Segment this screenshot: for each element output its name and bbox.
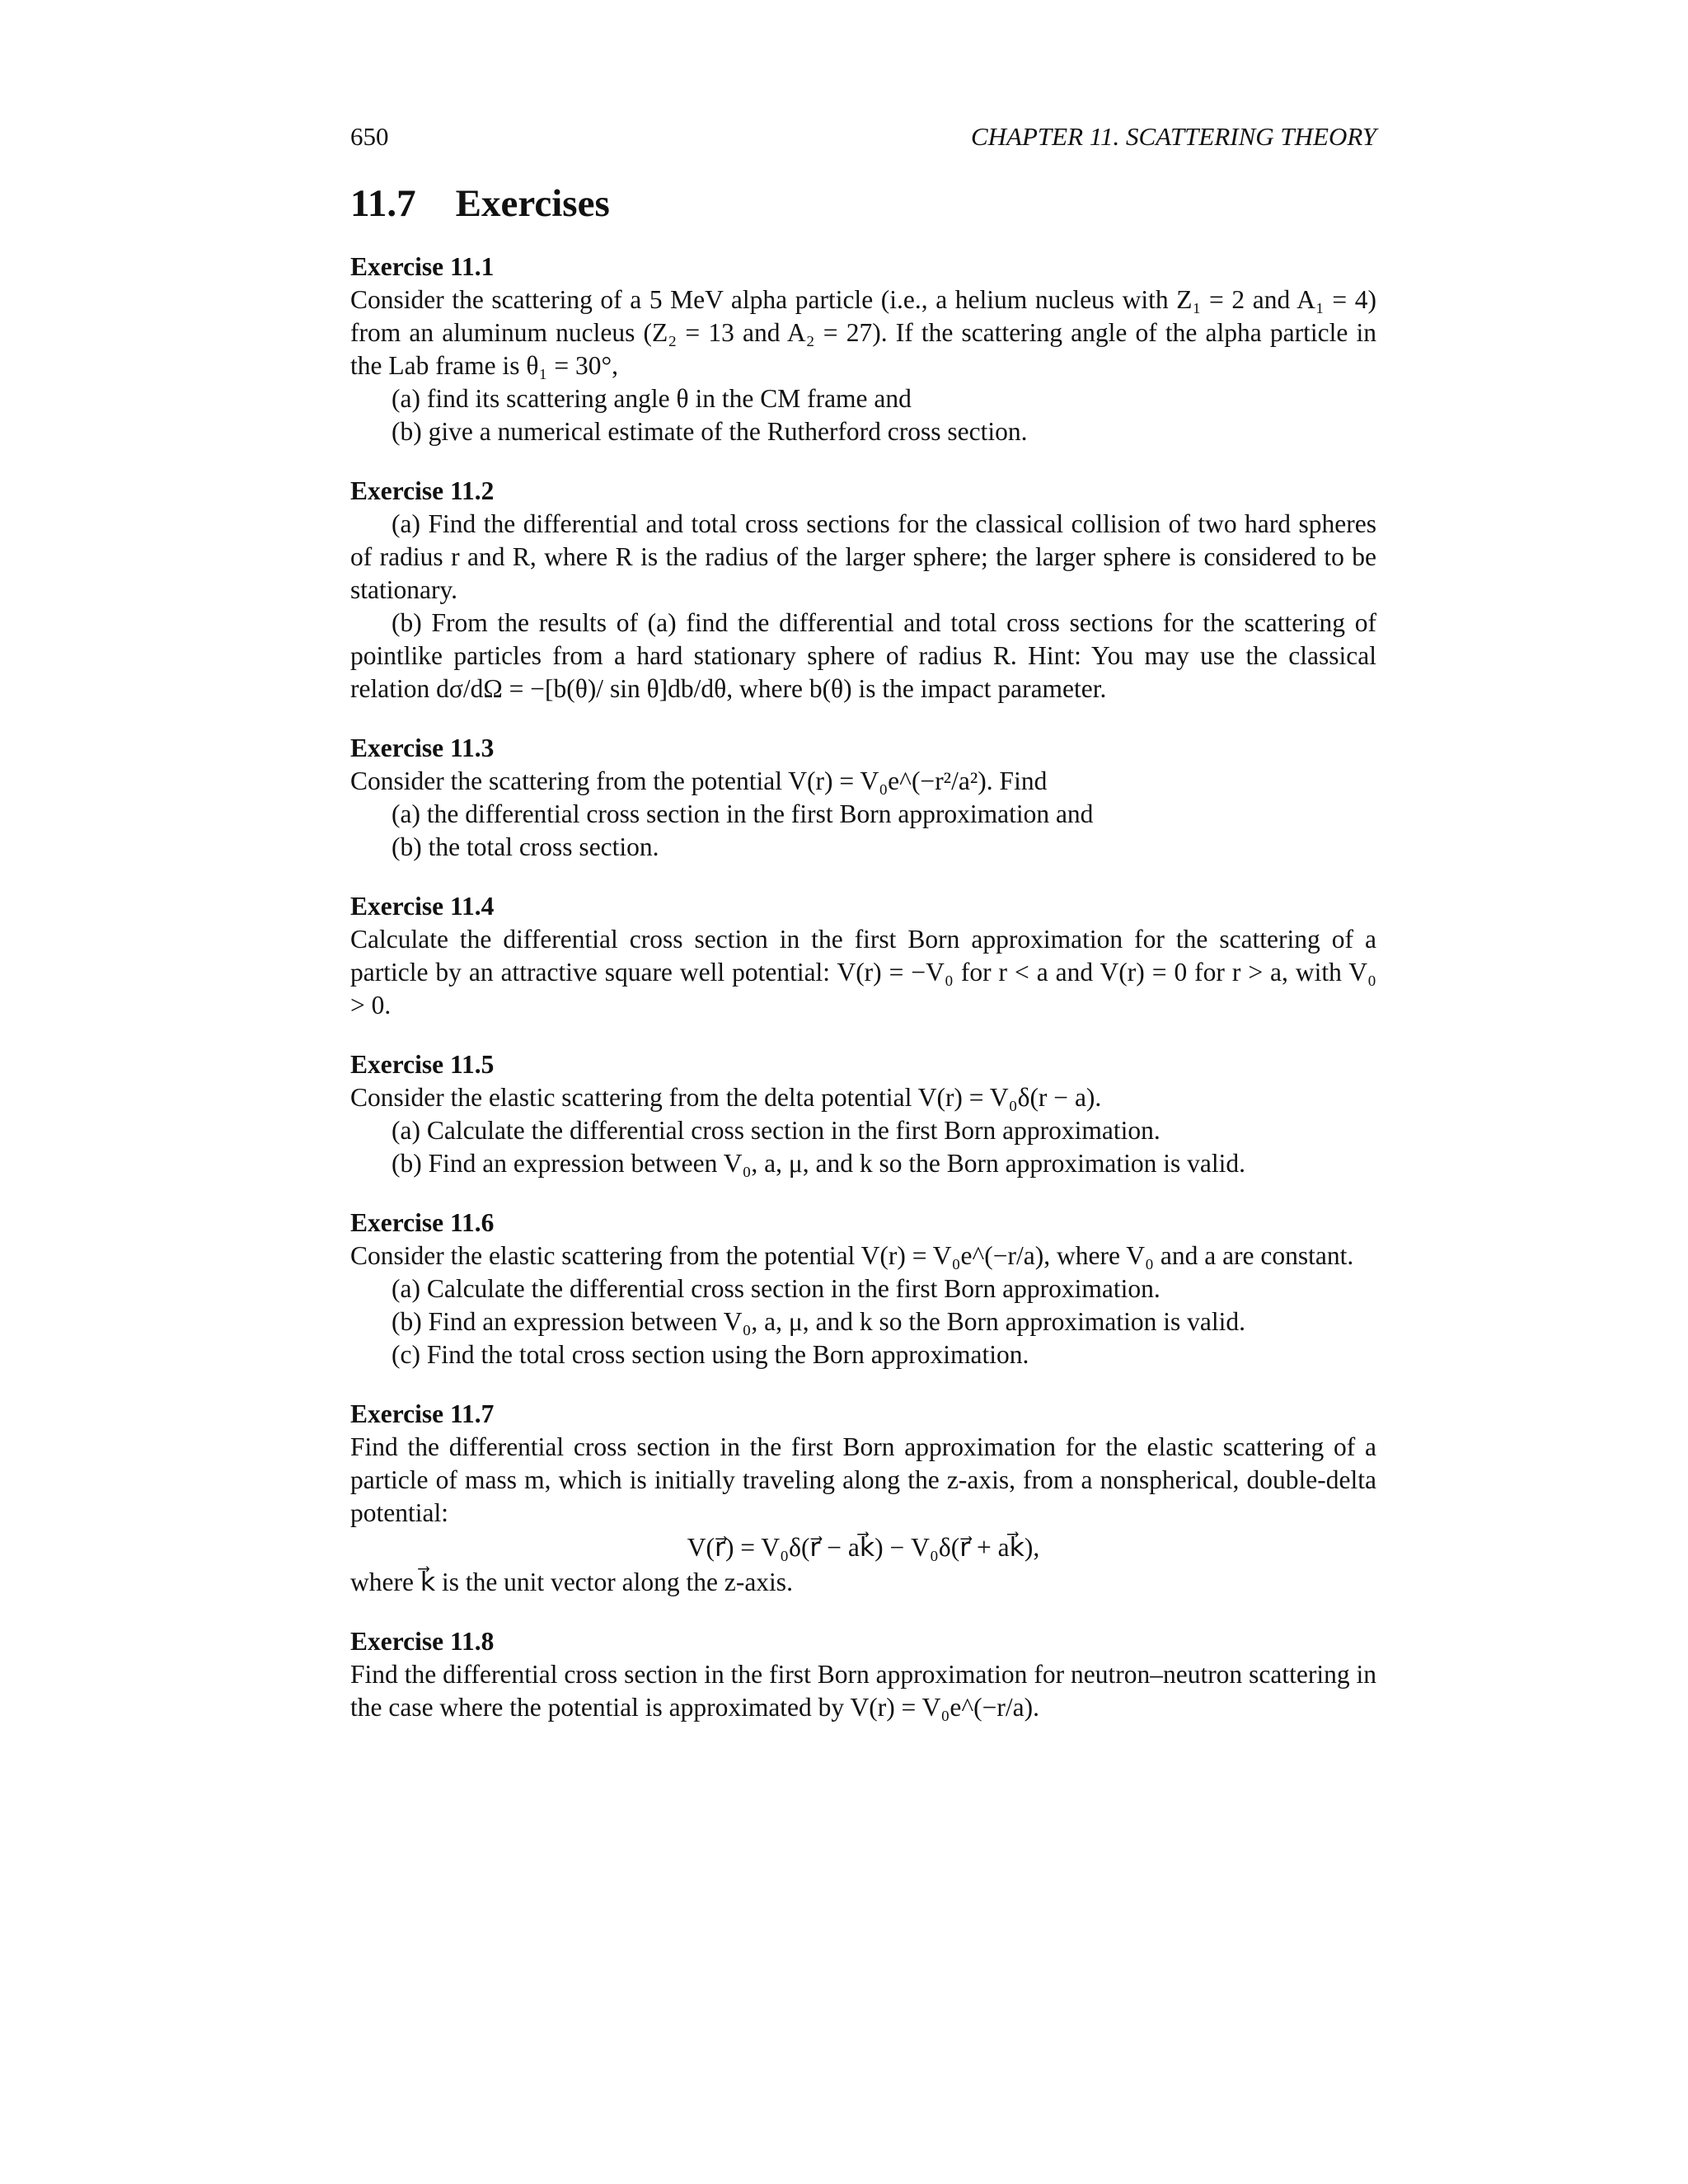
exercise-item: (b) Find an expression between V₀, a, μ, and k so the Born approximation is valid. [392, 1149, 1245, 1178]
exercise-title: Exercise 11.5 [350, 1050, 495, 1079]
exercise-text: Find the differential cross section in the first Born approximation for neutron–neutron scattering in the case where the potential is approximated by V(r) = V₀e^(−r/a). [350, 1660, 1376, 1722]
exercise-11-8 [350, 1625, 1376, 1724]
exercise-item: (a) Calculate the differential cross section in the first Born approximation. [392, 1116, 1160, 1145]
exercise-item: (a) the differential cross section in the first Born approximation and [392, 799, 1094, 828]
exercise-title: Exercise 11.6 [350, 1208, 495, 1237]
exercise-11-1 [350, 251, 1376, 448]
exercise-11-5 [350, 1048, 1376, 1180]
exercise-11-6 [350, 1207, 1376, 1371]
section-title: Exercises [455, 182, 610, 225]
exercise-text: Consider the elastic scattering from the potential V(r) = V₀e^(−r/a), where V₀ and a are constant. [350, 1241, 1354, 1270]
exercise-item: (b) give a numerical estimate of the Rutherford cross section. [392, 417, 1028, 446]
exercise-title: Exercise 11.3 [350, 733, 495, 762]
exercise-paragraph: (a) Find the differential and total cross sections for the classical collision of two hard spheres of radius r and R, where R is the radius of the larger sphere; the larger sphere is considered to be stationary. [350, 509, 1376, 604]
exercise-text: Find the differential cross section in the first Born approximation for the elastic scattering of a particle of mass m, which is initially traveling along the z-axis, from a nonspherical, double-delta potential: [350, 1432, 1376, 1527]
exercise-text: where k⃗ is the unit vector along the z-axis. [350, 1568, 793, 1596]
exercise-title: Exercise 11.8 [350, 1627, 495, 1656]
exercise-item: (c) Find the total cross section using the Born approximation. [392, 1340, 1029, 1369]
exercise-11-7 [350, 1398, 1376, 1599]
exercise-paragraph: (b) From the results of (a) find the differential and total cross sections for the scattering of pointlike particles from a hard stationary sphere of radius R. Hint: You may use the classical relation dσ/dΩ = −[b(θ)/ sin θ]db/dθ, where b(θ) is the impact parameter. [350, 608, 1376, 703]
page-number: 650 [350, 122, 389, 151]
exercise-11-4 [350, 890, 1376, 1022]
exercise-text: Consider the scattering from the potential V(r) = V₀e^(−r²/a²). Find [350, 766, 1048, 795]
exercise-item: (a) Calculate the differential cross section in the first Born approximation. [392, 1274, 1160, 1303]
exercise-item: (b) the total cross section. [392, 832, 659, 861]
section-number: 11.7 [350, 182, 416, 225]
chapter-title: CHAPTER 11. SCATTERING THEORY [970, 122, 1376, 151]
exercise-title: Exercise 11.1 [350, 252, 495, 281]
exercise-title: Exercise 11.7 [350, 1399, 495, 1428]
exercise-item: (b) Find an expression between V₀, a, μ, and k so the Born approximation is valid. [392, 1307, 1245, 1336]
exercise-11-3 [350, 732, 1376, 864]
exercise-title: Exercise 11.4 [350, 892, 495, 921]
page [350, 122, 1376, 1750]
exercise-text: Consider the elastic scattering from the delta potential V(r) = V₀δ(r − a). [350, 1083, 1102, 1112]
exercise-text: Consider the scattering of a 5 MeV alpha particle (i.e., a helium nucleus with Z₁ = 2 and A₁ = 4) from an aluminum nucleus (Z₂ = 13 and A₂ = 27). If the scattering angle of the alpha particle in the Lab frame is θ₁ = 30°, [350, 285, 1376, 380]
exercise-11-2 [350, 475, 1376, 705]
exercise-text: Calculate the differential cross section in the first Born approximation for the scattering of a particle by an attractive square well potential: V(r) = −V₀ for r < a and V(r) = 0 for r > a, with V₀ > 0. [350, 925, 1376, 1019]
exercise-item: (a) find its scattering angle θ in the CM frame and [392, 384, 912, 413]
exercise-title: Exercise 11.2 [350, 476, 495, 505]
running-head [350, 122, 1376, 163]
equation: V(r⃗) = V₀δ(r⃗ − ak⃗) − V₀δ(r⃗ + ak⃗), [687, 1533, 1040, 1562]
section-heading [350, 181, 1376, 226]
